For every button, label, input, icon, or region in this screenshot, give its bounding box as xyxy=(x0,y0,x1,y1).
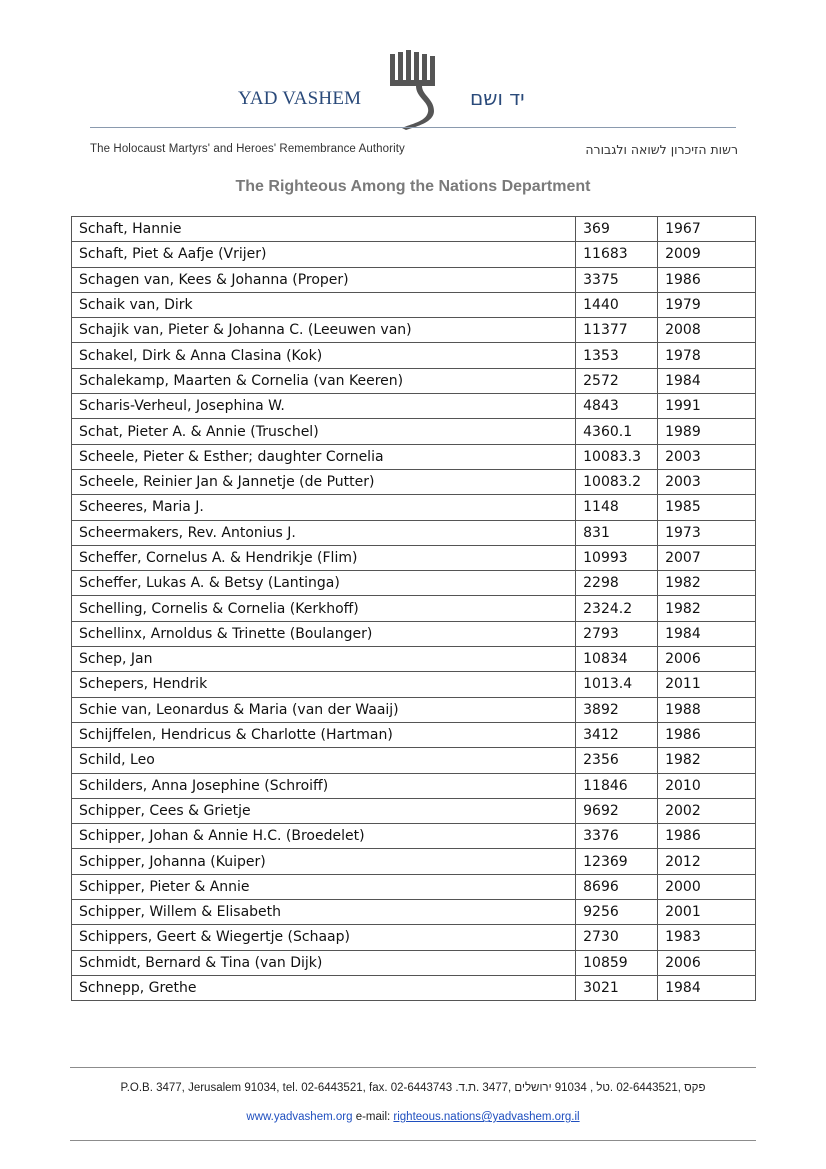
table-row xyxy=(72,242,756,267)
table-row xyxy=(72,394,756,419)
table-row xyxy=(72,596,756,621)
name-cell: Schep, Jan xyxy=(72,647,576,672)
file-number-cell: 3892 xyxy=(576,697,658,722)
name-cell: Schipper, Cees & Grietje xyxy=(72,798,576,823)
year-cell: 1982 xyxy=(658,748,756,773)
year-cell: 1967 xyxy=(658,217,756,242)
name-cell: Schippers, Geert & Wiegertje (Schaap) xyxy=(72,925,576,950)
year-cell: 1986 xyxy=(658,267,756,292)
table-row xyxy=(72,925,756,950)
name-cell: Schipper, Pieter & Annie xyxy=(72,874,576,899)
footer-address: P.O.B. 3477, Jerusalem 91034, tel. 02-6443521, fax. 02-6443743 .פקס ,02-6443521 .טל , 91034 ירושלים ,3477 .ת.ד xyxy=(120,1082,706,1094)
file-number-cell: 10859 xyxy=(576,950,658,975)
name-cell: Scheele, Reinier Jan & Jannetje (de Putter) xyxy=(72,469,576,494)
year-cell: 1983 xyxy=(658,925,756,950)
year-cell: 2006 xyxy=(658,647,756,672)
name-cell: Scheeres, Maria J. xyxy=(72,495,576,520)
name-cell: Schild, Leo xyxy=(72,748,576,773)
table-row xyxy=(72,748,756,773)
year-cell: 1986 xyxy=(658,824,756,849)
year-cell: 1985 xyxy=(658,495,756,520)
file-number-cell: 8696 xyxy=(576,874,658,899)
table-row xyxy=(72,798,756,823)
year-cell: 2001 xyxy=(658,900,756,925)
year-cell: 1973 xyxy=(658,520,756,545)
authority-name-hebrew: רשות הזיכרון לשואה ולגבורה xyxy=(585,142,738,157)
email-label: e-mail: xyxy=(352,1111,394,1123)
table-row xyxy=(72,469,756,494)
table-row xyxy=(72,318,756,343)
year-cell: 2006 xyxy=(658,950,756,975)
file-number-cell: 9692 xyxy=(576,798,658,823)
table-row xyxy=(72,697,756,722)
file-number-cell: 3375 xyxy=(576,267,658,292)
logo-text-hebrew: יד ושם xyxy=(470,86,525,110)
name-cell: Schipper, Johanna (Kuiper) xyxy=(72,849,576,874)
footer-contact xyxy=(0,1111,826,1123)
name-cell: Schat, Pieter A. & Annie (Truschel) xyxy=(72,419,576,444)
year-cell: 1989 xyxy=(658,419,756,444)
year-cell: 2003 xyxy=(658,444,756,469)
year-cell: 2007 xyxy=(658,545,756,570)
file-number-cell: 1013.4 xyxy=(576,672,658,697)
year-cell: 2003 xyxy=(658,469,756,494)
name-cell: Schaft, Hannie xyxy=(72,217,576,242)
file-number-cell: 9256 xyxy=(576,900,658,925)
file-number-cell: 3021 xyxy=(576,975,658,1000)
footer-divider-top xyxy=(70,1067,756,1068)
table-row xyxy=(72,520,756,545)
name-cell: Schajik van, Pieter & Johanna C. (Leeuwen van) xyxy=(72,318,576,343)
menorah-logo-icon xyxy=(384,50,440,130)
table-row xyxy=(72,217,756,242)
name-cell: Schmidt, Bernard & Tina (van Dijk) xyxy=(72,950,576,975)
name-cell: Schijffelen, Hendricus & Charlotte (Hartman) xyxy=(72,722,576,747)
logo-text-english: YAD VASHEM xyxy=(238,88,362,109)
file-number-cell: 10993 xyxy=(576,545,658,570)
file-number-cell: 2356 xyxy=(576,748,658,773)
name-cell: Scheermakers, Rev. Antonius J. xyxy=(72,520,576,545)
table-row xyxy=(72,849,756,874)
file-number-cell: 2572 xyxy=(576,368,658,393)
name-cell: Schipper, Willem & Elisabeth xyxy=(72,900,576,925)
table-row xyxy=(72,900,756,925)
table-row xyxy=(72,874,756,899)
year-cell: 1978 xyxy=(658,343,756,368)
name-cell: Schipper, Johan & Annie H.C. (Broedelet) xyxy=(72,824,576,849)
file-number-cell: 12369 xyxy=(576,849,658,874)
file-number-cell: 10083.3 xyxy=(576,444,658,469)
footer-divider-bottom xyxy=(70,1140,756,1141)
email-link[interactable]: righteous.nations@yadvashem.org.il xyxy=(393,1111,580,1123)
year-cell: 1986 xyxy=(658,722,756,747)
file-number-cell: 11683 xyxy=(576,242,658,267)
righteous-table xyxy=(71,216,756,1001)
table-row xyxy=(72,419,756,444)
table-row xyxy=(72,495,756,520)
table-row xyxy=(72,722,756,747)
name-cell: Scheele, Pieter & Esther; daughter Cornelia xyxy=(72,444,576,469)
year-cell: 1991 xyxy=(658,394,756,419)
file-number-cell: 2324.2 xyxy=(576,596,658,621)
table-row xyxy=(72,647,756,672)
table-row xyxy=(72,672,756,697)
year-cell: 2000 xyxy=(658,874,756,899)
year-cell: 1982 xyxy=(658,596,756,621)
table-row xyxy=(72,824,756,849)
table-row xyxy=(72,773,756,798)
department-title: The Righteous Among the Nations Department xyxy=(235,178,591,195)
table-row xyxy=(72,343,756,368)
file-number-cell: 2730 xyxy=(576,925,658,950)
table-row xyxy=(72,292,756,317)
table-row xyxy=(72,975,756,1000)
file-number-cell: 1353 xyxy=(576,343,658,368)
name-cell: Schelling, Cornelis & Cornelia (Kerkhoff) xyxy=(72,596,576,621)
year-cell: 1979 xyxy=(658,292,756,317)
year-cell: 2010 xyxy=(658,773,756,798)
name-cell: Schnepp, Grethe xyxy=(72,975,576,1000)
table-row xyxy=(72,444,756,469)
website-link[interactable]: www.yadvashem.org xyxy=(246,1111,353,1123)
table-row xyxy=(72,950,756,975)
file-number-cell: 4843 xyxy=(576,394,658,419)
year-cell: 1984 xyxy=(658,621,756,646)
name-cell: Scharis-Verheul, Josephina W. xyxy=(72,394,576,419)
header-divider xyxy=(90,127,736,128)
file-number-cell: 10083.2 xyxy=(576,469,658,494)
name-cell: Schie van, Leonardus & Maria (van der Waaij) xyxy=(72,697,576,722)
table-row xyxy=(72,267,756,292)
year-cell: 2002 xyxy=(658,798,756,823)
year-cell: 2011 xyxy=(658,672,756,697)
table-body xyxy=(72,217,756,1001)
letterhead xyxy=(0,0,826,170)
year-cell: 1988 xyxy=(658,697,756,722)
name-cell: Scheffer, Cornelus A. & Hendrikje (Flim) xyxy=(72,545,576,570)
table-row xyxy=(72,571,756,596)
year-cell: 1982 xyxy=(658,571,756,596)
name-cell: Schaik van, Dirk xyxy=(72,292,576,317)
name-cell: Schalekamp, Maarten & Cornelia (van Keeren) xyxy=(72,368,576,393)
year-cell: 1984 xyxy=(658,975,756,1000)
table-row xyxy=(72,545,756,570)
file-number-cell: 1148 xyxy=(576,495,658,520)
name-cell: Schellinx, Arnoldus & Trinette (Boulanger) xyxy=(72,621,576,646)
year-cell: 2012 xyxy=(658,849,756,874)
file-number-cell: 10834 xyxy=(576,647,658,672)
name-cell: Schagen van, Kees & Johanna (Proper) xyxy=(72,267,576,292)
file-number-cell: 3412 xyxy=(576,722,658,747)
file-number-cell: 2298 xyxy=(576,571,658,596)
table-row xyxy=(72,621,756,646)
file-number-cell: 3376 xyxy=(576,824,658,849)
name-cell: Schakel, Dirk & Anna Clasina (Kok) xyxy=(72,343,576,368)
file-number-cell: 11377 xyxy=(576,318,658,343)
table-row xyxy=(72,368,756,393)
name-cell: Scheffer, Lukas A. & Betsy (Lantinga) xyxy=(72,571,576,596)
file-number-cell: 4360.1 xyxy=(576,419,658,444)
file-number-cell: 831 xyxy=(576,520,658,545)
file-number-cell: 11846 xyxy=(576,773,658,798)
name-cell: Schepers, Hendrik xyxy=(72,672,576,697)
year-cell: 1984 xyxy=(658,368,756,393)
file-number-cell: 1440 xyxy=(576,292,658,317)
file-number-cell: 2793 xyxy=(576,621,658,646)
authority-name-english: The Holocaust Martyrs' and Heroes' Remembrance Authority xyxy=(90,143,405,155)
name-cell: Schilders, Anna Josephine (Schroiff) xyxy=(72,773,576,798)
file-number-cell: 369 xyxy=(576,217,658,242)
year-cell: 2008 xyxy=(658,318,756,343)
year-cell: 2009 xyxy=(658,242,756,267)
name-cell: Schaft, Piet & Aafje (Vrijer) xyxy=(72,242,576,267)
